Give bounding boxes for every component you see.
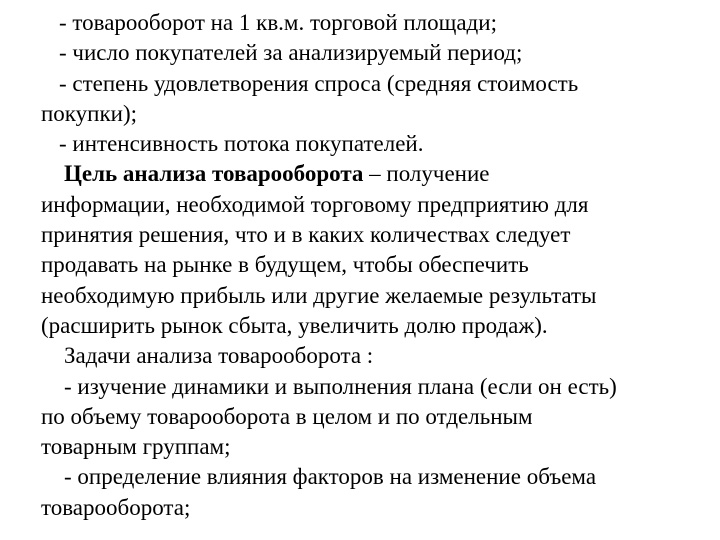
text-line-13: - изучение динамики и выполнения плана (если он есть) (64, 373, 617, 399)
text-line-8: принятия решения, что и в каких количествах следует (41, 222, 571, 248)
text-line-5: - интенсивность потока покупателей. (59, 131, 424, 157)
text-line-17: товарооборота; (41, 494, 191, 520)
text-line-1: - товарооборот на 1 кв.м. торговой площади; (59, 10, 497, 35)
text-line-9: продавать на рынке в будущем, чтобы обеспечить (41, 252, 529, 278)
text-line-3: - степень удовлетворения спроса (средняя стоимость (59, 70, 579, 96)
goal-text: – получение (363, 161, 490, 187)
text-line-4: покупки); (41, 100, 137, 126)
text-line-12: Задачи анализа товарооборота : (64, 343, 374, 369)
text-line-2: - число покупателей за анализируемый период; (59, 40, 523, 66)
text-line-11: (расширить рынок сбыта, увеличить долю продаж). (41, 312, 548, 338)
text-line-15: товарным группам; (41, 434, 231, 460)
goal-heading: Цель анализа товарооборота (64, 161, 364, 187)
text-line-14: по объему товарооборота в целом и по отдельным (41, 403, 533, 429)
text-line-7: информации, необходимой торговому предприятию для (41, 191, 589, 217)
text-line-16: - определение влияния факторов на изменение объема (64, 464, 597, 490)
text-line-10: необходимую прибыль или другие желаемые результаты (41, 282, 597, 308)
text-line-6 (41, 159, 690, 189)
